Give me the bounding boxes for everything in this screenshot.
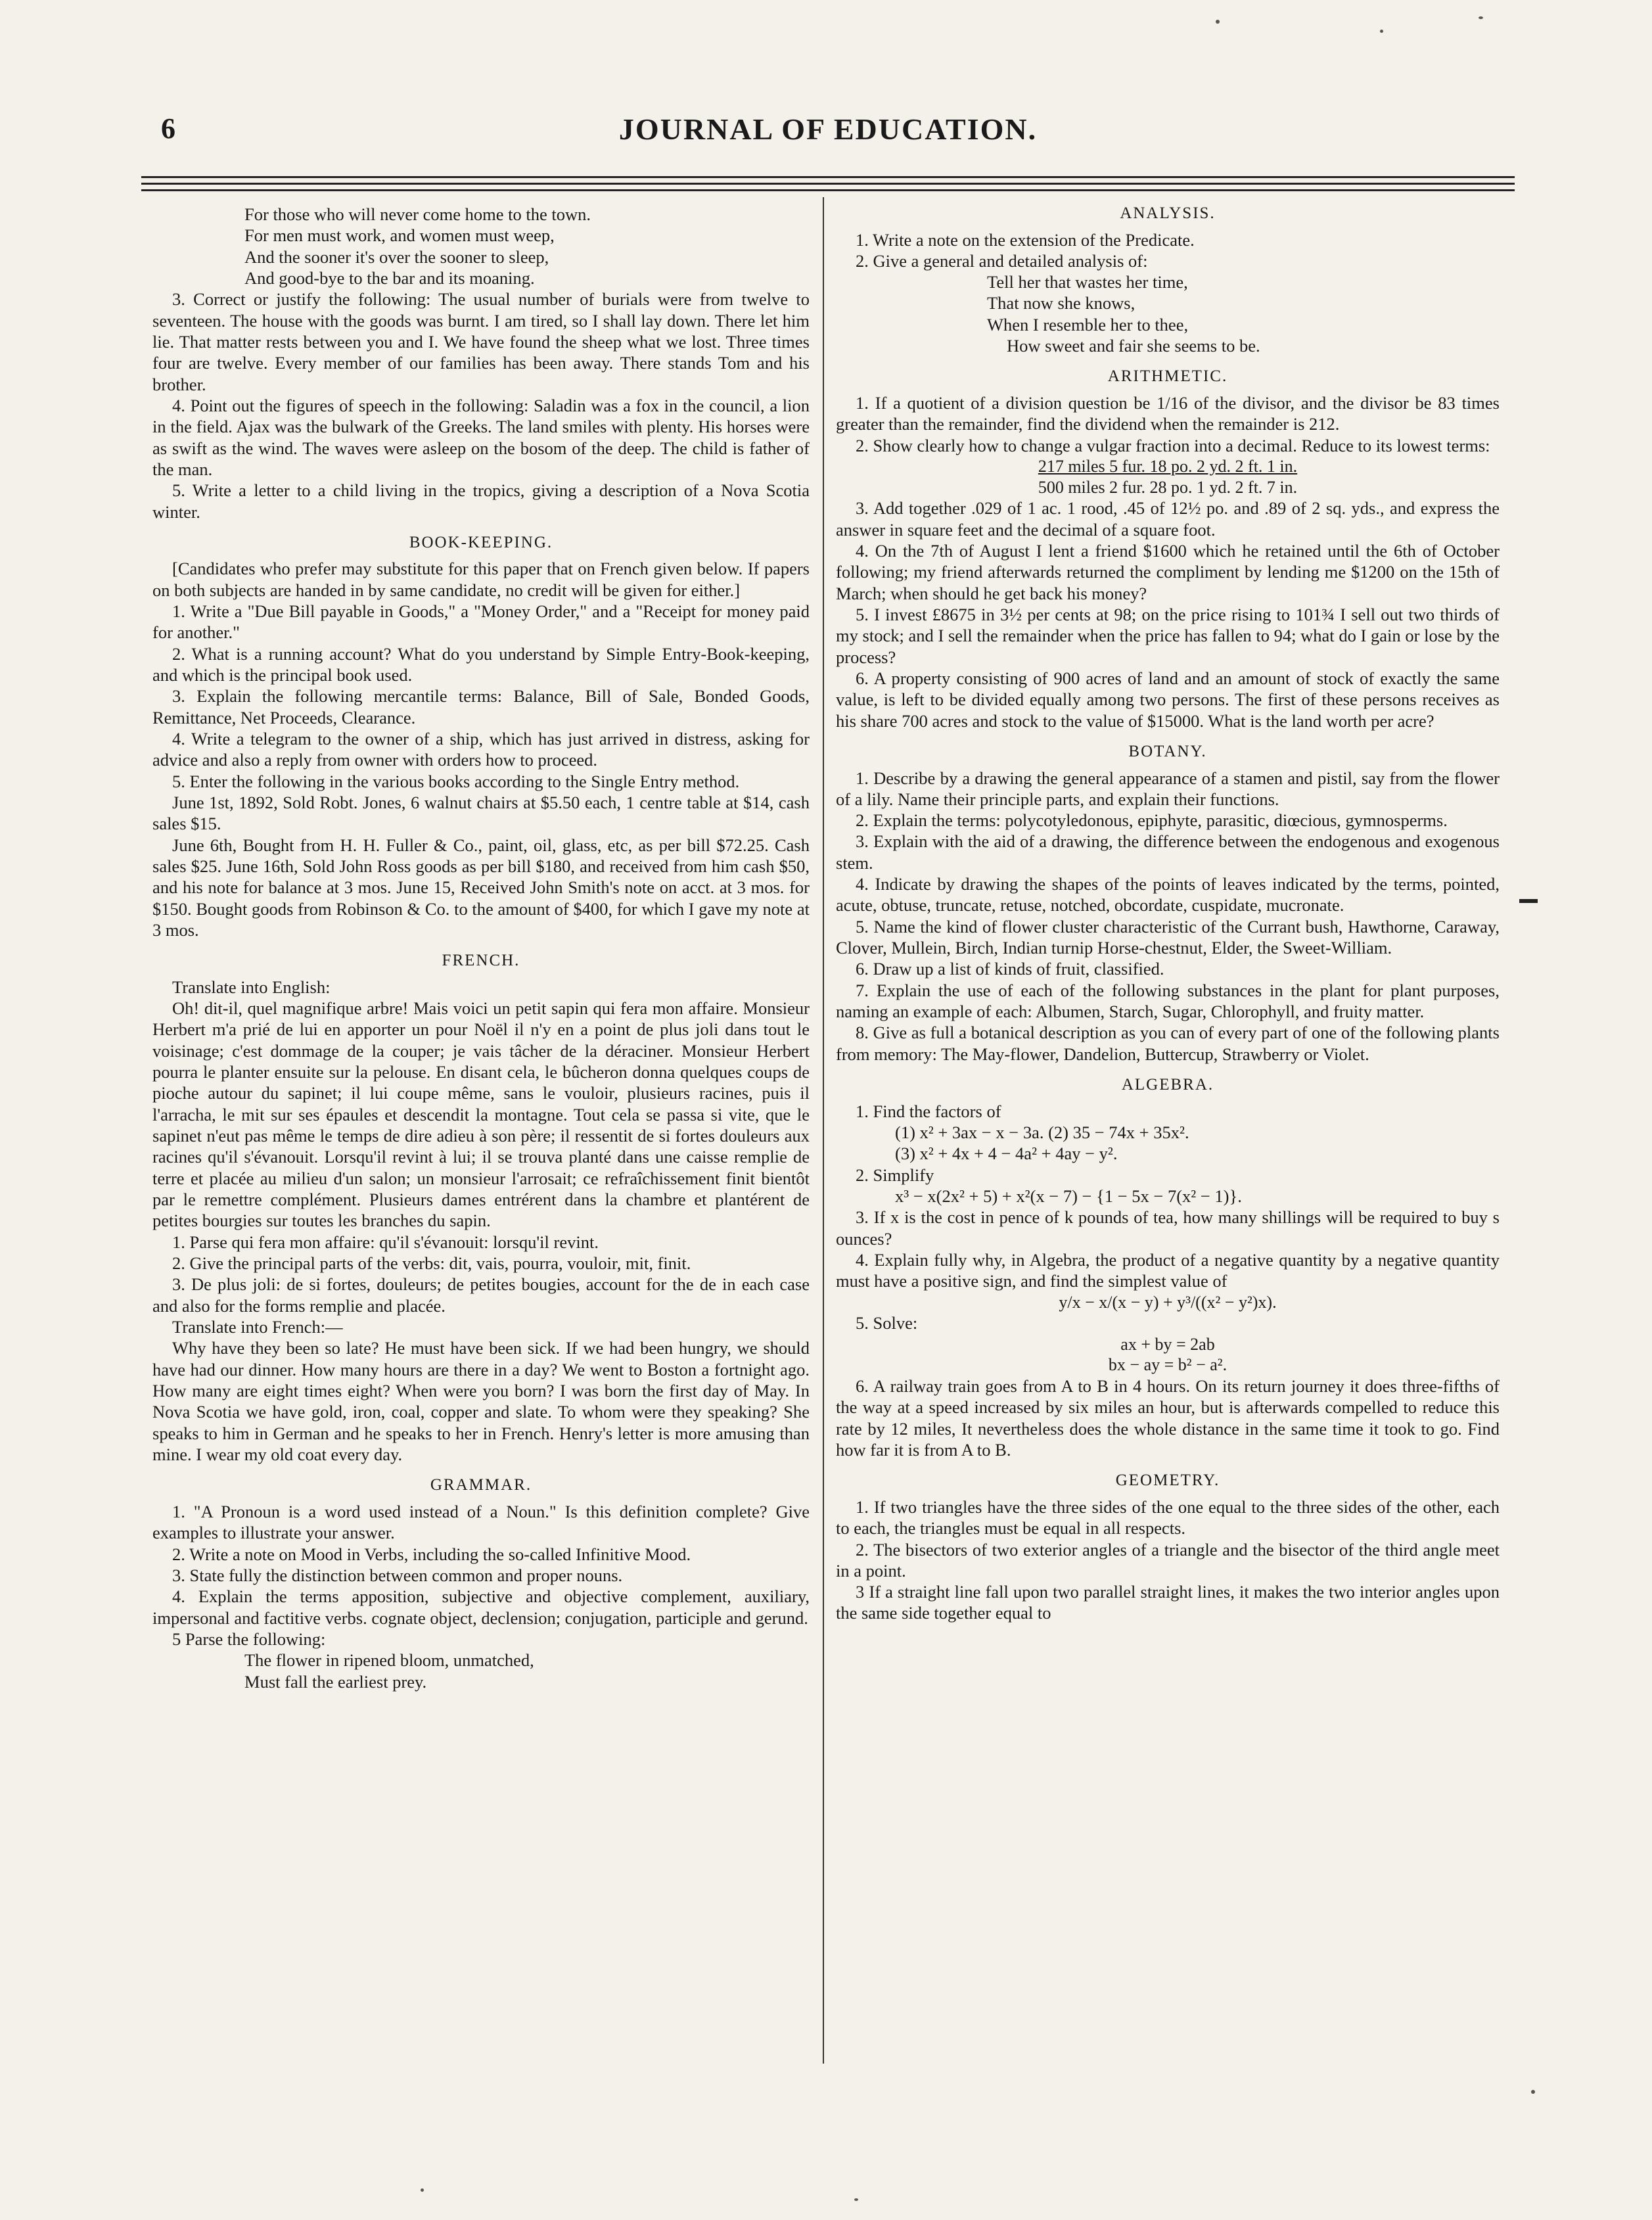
question: 4. Explain the terms apposition, subjective and objective complement, auxiliary, impersonal and factitive verbs. cognate object, declension; conjugation, participle and gerund. xyxy=(152,1586,810,1628)
english-passage: Why have they been so late? He must have been sick. If we had been hungry, we should have had our dinner. How many hours are there in a day? We went to Boston a fortnight ago. How many are eight times eight? When were you born? I was born the first day of May. In Nova Scotia we have gold, iron, coal, copper and slate. To whom were they speaking? She speaks to him in German and he speaks to her in French. Henry's letter is more amusing than mine. I wear my old coat every day. xyxy=(152,1338,810,1465)
algebra-formula: bx − ay = b² − a². xyxy=(1108,1355,1228,1375)
page-header xyxy=(141,112,1515,164)
french-passage: Oh! dit-il, quel magnifique arbre! Mais voici un petit sapin qui fera mon affaire. Monsieur Herbert m'a prié de lui en apporter un pour Noël il n'y en a point de plus joli dans tout le voisinage; c'est dommage de la couper; je vais tâcher de la déraciner. Monsieur Herbert pourra le planter ensuite sur la pelouse. En disant cela, le bûcheron donna quelques coups de pioche autour du sapinet; il lui coupe même, sans le vouloir, plusieurs racines, puis il l'arracha, le mit sur ses épaules et descendit la montagne. Tout cela se passa si vite, que le sapinet n'eut pas même le temps de dire adieu à son père; il ressentit de si fortes douleurs aux racines qu'il s'évanouit. Lorsqu'il revint à lui; il se trouva planté dans une caisse remplie de terre et placée au milieu d'un salon; un monsieur l'arrosait; ce refraîchissement finit bientôt par le remettre complément. Plusieurs dames entrérent dans la chambre et plantérent de petites bourgies sur toutes les branches du sapin. xyxy=(152,998,810,1231)
algebra-formula: ax + by = 2ab xyxy=(1120,1334,1215,1354)
section-heading-algebra: ALGEBRA. xyxy=(1121,1076,1214,1094)
question: 3. Correct or justify the following: The usual number of burials were from twelve to seventeen. The house with the goods was burnt. I am tired, so I shall lay down. There let him lie. That matter rests between you and I. We have found the sheep what we lost. Three times four are twelve. Every member of our families has been away. There stands Tom and his brother. xyxy=(152,289,810,394)
question: 3 If a straight line fall upon two parallel straight lines, it makes the two interior angles upon the same side together equal to xyxy=(836,1582,1500,1623)
verse-line: Must fall the earliest prey. xyxy=(244,1671,427,1692)
question: 1. Describe by a drawing the general appearance of a stamen and pistil, say from the flower of a lily. Name their principle parts, and explain their functions. xyxy=(836,768,1500,809)
question: 5 Parse the following: xyxy=(172,1629,326,1649)
section-heading-geometry: GEOMETRY. xyxy=(1115,1471,1220,1490)
ledger-entry: June 1st, 1892, Sold Robt. Jones, 6 walnut chairs at $5.50 each, 1 centre table at $14, cash sales $15. xyxy=(152,793,810,834)
question: 1. Parse qui fera mon affaire: qu'il s'évanouit: lorsqu'il revint. xyxy=(172,1232,599,1252)
question: 1. If a quotient of a division question be 1/16 of the divisor, and the divisor be 83 times greater than the remainder, find the dividend when the remainder is 212. xyxy=(836,392,1500,434)
instruction: Translate into English: xyxy=(172,977,331,997)
question: 5. Write a letter to a child living in the tropics, giving a description of a Nova Scotia winter. xyxy=(152,480,810,522)
header-rule xyxy=(141,176,1515,178)
question: 4. On the 7th of August I lent a friend $1600 which he retained until the 6th of October following; my friend afterwards returned the compliment by lending me $1200 on the 15th of March; when should he get back his money? xyxy=(836,541,1500,603)
scan-speck xyxy=(1216,20,1220,24)
verse-line: And good-bye to the bar and its moaning. xyxy=(244,267,535,288)
parse-verse xyxy=(244,1650,810,1692)
right-column xyxy=(836,204,1500,1624)
verse-line: For those who will never come home to the town. xyxy=(244,204,591,224)
column-divider xyxy=(823,197,824,2064)
fraction-denominator: 500 miles 2 fur. 28 po. 1 yd. 2 ft. 7 in. xyxy=(1038,477,1298,497)
question: 7. Explain the use of each of the following substances in the plant for plant purposes, naming an example of each: Albumen, Starch, Sugar, Chlorophyll, and fruity matter. xyxy=(836,980,1500,1022)
question: 4. Point out the figures of speech in the following: Saladin was a fox in the council, a lion in the field. Ajax was the bulwark of the Greeks. The land smiles with plenty. His horses were as swift as the wind. The waves were asleep on the bosom of the deep. The child is father of the man. xyxy=(152,395,810,479)
question: 3. State fully the distinction between common and proper nouns. xyxy=(172,1565,623,1585)
algebra-formula: (3) x² + 4x + 4 − 4a² + 4ay − y². xyxy=(895,1144,1118,1164)
question: 4. Write a telegram to the owner of a ship, which has just arrived in distress, asking for advice and also a reply from owner with orders how to proceed. xyxy=(152,729,810,770)
question: 1. Write a note on the extension of the Predicate. xyxy=(856,229,1195,250)
question: 3. Explain the following mercantile terms: Balance, Bill of Sale, Bonded Goods, Remittance, Net Proceeds, Clearance. xyxy=(152,686,810,728)
section-heading-arithmetic: ARITHMETIC. xyxy=(1107,367,1228,386)
page-title: JOURNAL OF EDUCATION. xyxy=(618,112,1038,146)
question: 3. Add together .029 of 1 ac. 1 rood, .45 of 12½ po. and .89 of 2 sq. yds., and express the answer in square feet and the decimal of a square foot. xyxy=(836,498,1500,540)
scan-speck xyxy=(421,2188,424,2192)
question: 1. "A Pronoun is a word used instead of a Noun." Is this definition complete? Give examples to illustrate your answer. xyxy=(152,1501,810,1543)
question: 3. If x is the cost in pence of k pounds of tea, how many shillings will be required to buy s ounces? xyxy=(836,1207,1500,1249)
question: 2. Explain the terms: polycotyledonous, epiphyte, parasitic, diœcious, gymnosperms. xyxy=(856,810,1448,831)
question: 3. Explain with the aid of a drawing, the difference between the endogenous and exogenous stem. xyxy=(836,831,1500,873)
question: 2. Write a note on Mood in Verbs, including the so-called Infinitive Mood. xyxy=(172,1544,691,1564)
question: 5. I invest £8675 in 3½ per cents at 98; on the price rising to 101¾ I sell out two thirds of my stock; and I sell the remainder when the price has fallen to 94; what do I gain or lose by the process? xyxy=(836,605,1500,667)
fraction-numerator: 217 miles 5 fur. 18 po. 2 yd. 2 ft. 1 in. xyxy=(1038,456,1298,476)
section-heading-french: FRENCH. xyxy=(442,952,520,970)
verse-line: Tell her that wastes her time, xyxy=(987,272,1188,292)
scan-speck xyxy=(1479,16,1483,19)
verse-line: For men must work, and women must weep, xyxy=(244,225,555,246)
question: 6. A railway train goes from A to B in 4 hours. On its return journey it does three-fifths of the way at a speed increased by six miles an hour, but is afterwards compelled to reduce this rate by 12 miles, It nevertheless does the whole distance in the same time it took to go. Find how far it is from A to B. xyxy=(836,1376,1500,1460)
verse-line: The flower in ripened bloom, unmatched, xyxy=(244,1650,534,1671)
algebra-formula: y/x − x/(x − y) + y³/((x² − y²)x). xyxy=(1059,1292,1277,1312)
fraction-expression xyxy=(836,456,1500,497)
page-number: 6 xyxy=(161,112,175,145)
question: 5. Name the kind of flower cluster characteristic of the Currant bush, Hawthorne, Caraway, Clover, Mullein, Birch, Indian turnip Horse-chestnut, Elder, the Sweet-William. xyxy=(836,916,1500,958)
section-heading-analysis: ANALYSIS. xyxy=(1120,204,1216,222)
poem-excerpt xyxy=(244,204,810,289)
scan-speck xyxy=(854,2198,858,2201)
question: 6. A property consisting of 900 acres of land and an amount of stock of exactly the same value, is left to be divided equally among two persons. The first of these persons receives as his share 700 acres and stock to the value of $15000. What is the land worth per acre? xyxy=(836,668,1500,731)
section-heading-grammar: GRAMMAR. xyxy=(430,1476,532,1494)
algebra-formula: x³ − x(2x² + 5) + x²(x − 7) − {1 − 5x − 7(x² − 1)}. xyxy=(895,1186,1242,1206)
question: 1. Find the factors of xyxy=(856,1101,1001,1121)
question: 4. Indicate by drawing the shapes of the points of leaves indicated by the terms, pointed, acute, obtuse, truncate, retuse, notched, obcordate, cuspidate, mucronate. xyxy=(836,874,1500,915)
question: 5. Solve: xyxy=(856,1313,918,1333)
instruction: Translate into French:— xyxy=(172,1317,343,1337)
verse-line: How sweet and fair she seems to be. xyxy=(1007,336,1260,356)
question: 5. Enter the following in the various books according to the Single Entry method. xyxy=(172,771,740,791)
analysis-verse xyxy=(987,271,1500,356)
header-rule xyxy=(141,189,1515,191)
left-column xyxy=(152,204,810,1692)
scan-speck xyxy=(1380,30,1383,33)
question: 2. Give the principal parts of the verbs: dit, vais, pourra, vouloir, mit, finit. xyxy=(172,1253,691,1274)
question: 1. Write a "Due Bill payable in Goods," a "Money Order," and a "Receipt for money paid for another." xyxy=(152,601,810,643)
ledger-entry: June 6th, Bought from H. H. Fuller & Co., paint, oil, glass, etc, as per bill $72.25. Cash sales $25. June 16th, Sold John Ross goods as per bill $180, and received from him cash $50, and his note for balance at 3 mos. June 15, Received John Smith's note on acct. at 3 mos. for $150. Bought goods from Robinson & Co. to the amount of $400, for which I gave my note at 3 mos. xyxy=(152,835,810,940)
question: 8. Give as full a botanical description as you can of every part of one of the following plants from memory: The May-flower, Dandelion, Buttercup, Strawberry or Violet. xyxy=(836,1023,1500,1064)
verse-line: That now she knows, xyxy=(987,293,1136,313)
question: 2. The bisectors of two exterior angles of a triangle and the bisector of the third angle meet in a point. xyxy=(836,1539,1500,1581)
header-rule xyxy=(141,183,1515,185)
verse-line: When I resemble her to thee, xyxy=(987,314,1189,335)
question: 4. Explain fully why, in Algebra, the product of a negative quantity by a negative quantity must have a positive sign, and find the simplest value of xyxy=(836,1249,1500,1291)
margin-mark xyxy=(1519,899,1538,903)
question: 2. What is a running account? What do you understand by Simple Entry-Book-keeping, and which is the principal book used. xyxy=(152,643,810,685)
scan-speck xyxy=(1531,2090,1535,2094)
verse-line: And the sooner it's over the sooner to sleep, xyxy=(244,246,549,267)
question: 6. Draw up a list of kinds of fruit, classified. xyxy=(856,959,1164,979)
section-heading-botany: BOTANY. xyxy=(1128,743,1207,760)
section-heading-bookkeeping: BOOK-KEEPING. xyxy=(409,533,553,551)
question: 2. Simplify xyxy=(856,1165,934,1185)
algebra-formula: (1) x² + 3ax − x − 3a. (2) 35 − 74x + 35x². xyxy=(895,1122,1189,1142)
question: 2. Give a general and detailed analysis of: xyxy=(856,250,1148,271)
question: 2. Show clearly how to change a vulgar fraction into a decimal. Reduce to its lowest terms: xyxy=(856,435,1490,455)
note: [Candidates who prefer may substitute for this paper that on French given below. If papers on both subjects are handed in by same candidate, no credit will be given for either.] xyxy=(152,559,810,600)
question: 1. If two triangles have the three sides of the one equal to the three sides of the other, each to each, the triangles must be equal in all respects. xyxy=(836,1496,1500,1538)
question: 3. De plus joli: de si fortes, douleurs; de petites bougies, account for the de in each case and also for the forms remplie and placée. xyxy=(152,1274,810,1316)
